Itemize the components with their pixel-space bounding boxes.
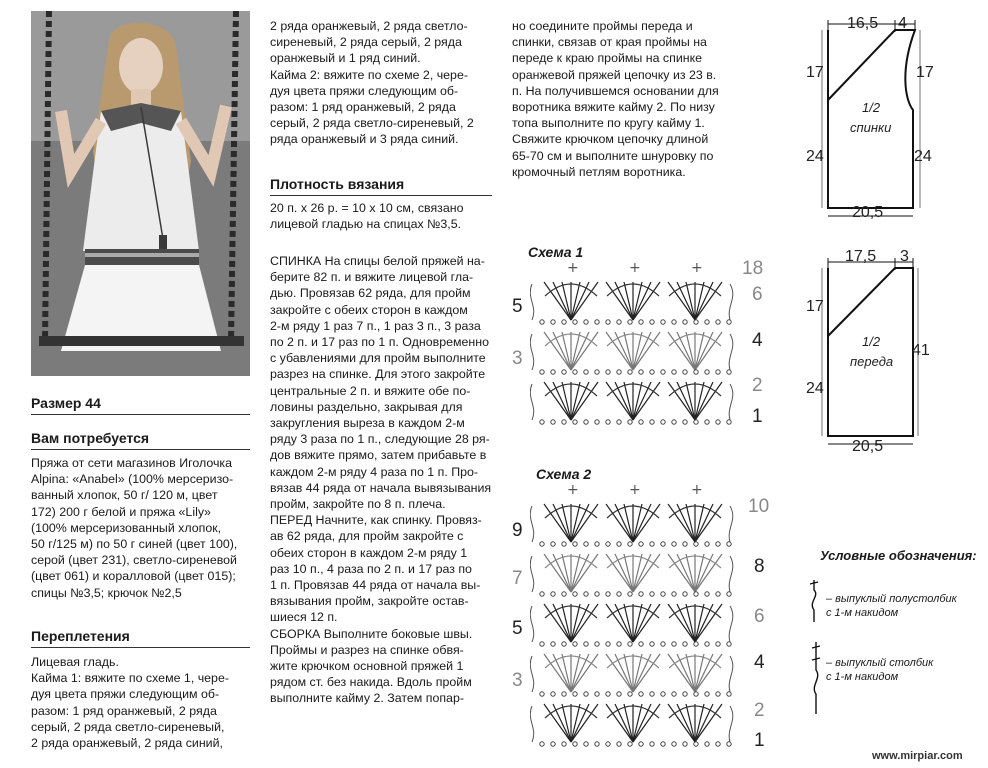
chain-stitch-mark xyxy=(694,370,698,374)
plus-mark: + xyxy=(691,484,703,498)
back-line: СБОРКА Выполните боковые швы. xyxy=(270,626,473,641)
chain-stitch-mark xyxy=(661,542,665,546)
chain-stitch-mark xyxy=(562,592,566,596)
chain-stitch-mark xyxy=(672,420,676,424)
chain-stitch-mark xyxy=(540,542,544,546)
chain-stitch-mark xyxy=(628,370,632,374)
divider xyxy=(31,647,250,648)
schema1-chart xyxy=(530,262,740,437)
middle-line: серый, 2 ряда светло-сиреневый, 2 xyxy=(270,116,474,131)
back-line: 1 п. Провязав 44 ряда от начала вы- xyxy=(270,578,481,593)
chain-stitch-mark xyxy=(661,370,665,374)
chain-stitch-mark xyxy=(628,542,632,546)
chain-stitch-mark xyxy=(727,320,731,324)
chain-stitch-mark xyxy=(573,642,577,646)
front-label: переда xyxy=(850,354,894,369)
chain-stitch-mark xyxy=(661,742,665,746)
chain-stitch-mark xyxy=(562,692,566,696)
chain-stitch-mark xyxy=(694,420,698,424)
legend-line: – выпуклый полустолбик xyxy=(826,593,957,605)
back-line: ряду 3 раза по 1 п., следующие 28 ря- xyxy=(270,432,490,447)
chain-stitch-mark xyxy=(694,592,698,596)
chain-stitch-mark xyxy=(573,320,577,324)
legend-line: с 1-м накидом xyxy=(826,671,899,683)
back-bottom: 20,5 xyxy=(852,204,884,221)
chain-stitch-mark xyxy=(716,370,720,374)
density-text xyxy=(270,200,492,232)
back-label: спинки xyxy=(850,120,892,135)
chain-stitch-mark xyxy=(683,370,687,374)
back-line: закройте с обеих сторон в каждом xyxy=(270,302,468,317)
turning-chain-mark xyxy=(729,384,733,420)
chain-stitch-mark xyxy=(661,420,665,424)
back-line: жите крючком основной пряжей 1 xyxy=(270,659,464,674)
chain-stitch-mark xyxy=(639,592,643,596)
chain-stitch-mark xyxy=(705,542,709,546)
chain-stitch-mark xyxy=(584,642,588,646)
materials-line: (цвет 061) и коралловой (цвет 015); xyxy=(31,569,236,584)
chain-stitch-mark xyxy=(683,642,687,646)
chain-stitch-mark xyxy=(540,742,544,746)
chain-stitch-mark xyxy=(584,542,588,546)
chain-stitch-mark xyxy=(694,542,698,546)
chain-stitch-mark xyxy=(595,420,599,424)
back-right-lower: 24 xyxy=(914,148,932,165)
chain-stitch-mark xyxy=(639,742,643,746)
chain-stitch-mark xyxy=(683,542,687,546)
chain-stitch-mark xyxy=(716,420,720,424)
front-top-shoulder: 3 xyxy=(900,248,909,265)
weaves-line: серый, 2 ряда светло-сиреневый, xyxy=(31,719,225,734)
chain-stitch-mark xyxy=(551,420,555,424)
model-illustration xyxy=(31,11,250,376)
legend-line: – выпуклый столбик xyxy=(826,657,934,669)
chain-stitch-mark xyxy=(617,692,621,696)
schema2-row-label: 6 xyxy=(754,606,765,627)
chain-stitch-mark xyxy=(727,642,731,646)
chain-stitch-mark xyxy=(584,420,588,424)
chain-stitch-mark xyxy=(617,742,621,746)
chain-stitch-mark xyxy=(672,642,676,646)
back-line: вязывания пройм, закройте остав- xyxy=(270,594,469,609)
right-line: оранжевой пряжей цепочку из 23 в. xyxy=(512,67,717,82)
chain-stitch-mark xyxy=(716,320,720,324)
chain-stitch-mark xyxy=(628,742,632,746)
right-text xyxy=(512,18,734,180)
right-line: но соедините проймы переда и xyxy=(512,19,693,33)
front-left-upper: 17 xyxy=(806,298,824,315)
chain-stitch-mark xyxy=(705,592,709,596)
back-line: закругления выреза в каждом 2-м xyxy=(270,416,465,431)
chain-stitch-mark xyxy=(705,370,709,374)
schema1-row-label: 3 xyxy=(512,348,523,369)
chain-stitch-mark xyxy=(628,320,632,324)
back-left-lower: 24 xyxy=(806,148,824,165)
chain-stitch-mark xyxy=(584,370,588,374)
materials-text xyxy=(31,455,250,601)
schema2-row-label: 8 xyxy=(754,556,765,577)
back-line: 2-м ряду 1 раз 7 п., 1 раз 3 п., 3 раза xyxy=(270,318,481,333)
turning-chain-mark xyxy=(530,706,533,742)
chain-stitch-mark xyxy=(573,542,577,546)
schema1-row-label: 18 xyxy=(742,258,764,279)
weaves-line: Кайма 1: вяжите по схеме 1, чере- xyxy=(31,671,229,686)
back-right-upper: 17 xyxy=(916,64,934,81)
chain-stitch-mark xyxy=(628,642,632,646)
divider xyxy=(270,195,492,196)
chain-stitch-mark xyxy=(727,370,731,374)
chain-stitch-mark xyxy=(628,420,632,424)
weaves-line: Лицевая гладь. xyxy=(31,655,119,669)
materials-line: Пряжа от сети магазинов Иголочка xyxy=(31,456,233,470)
turning-chain-mark xyxy=(729,284,733,320)
back-top-shoulder: 4 xyxy=(898,15,907,32)
schema2-row-label: 9 xyxy=(512,520,523,541)
right-line: 65-70 см и выполните шнуровку по xyxy=(512,148,714,163)
turning-chain-mark xyxy=(530,334,533,370)
middle-line: Кайма 2: вяжите по схеме 2, чере- xyxy=(270,67,468,82)
front-left-lower: 24 xyxy=(806,380,824,397)
chain-stitch-mark xyxy=(595,542,599,546)
turning-chain-mark xyxy=(530,606,533,642)
chain-stitch-mark xyxy=(617,320,621,324)
turning-chain-mark xyxy=(530,506,533,542)
middle-line: оранжевый и 1 ряд синий. xyxy=(270,51,421,66)
back-line: пройм, закройте по 8 п. плеча. xyxy=(270,497,446,512)
right-line: переде к краю проймы на спинке xyxy=(512,51,703,66)
pattern-front-diagram xyxy=(800,248,930,458)
chain-stitch-mark xyxy=(727,742,731,746)
chain-stitch-mark xyxy=(650,692,654,696)
chain-stitch-mark xyxy=(562,370,566,374)
chain-stitch-mark xyxy=(562,642,566,646)
turning-chain-mark xyxy=(530,284,533,320)
back-left-upper: 17 xyxy=(806,64,824,81)
middle-line: разом: 1 ряд оранжевый, 2 ряда xyxy=(270,100,456,115)
materials-line: 50 г/125 м) по 50 г синей (цвет 100), xyxy=(31,537,238,552)
chain-stitch-mark xyxy=(716,542,720,546)
legend-line: с 1-м накидом xyxy=(826,607,899,619)
chain-stitch-mark xyxy=(551,692,555,696)
back-line: дью. Провязав 62 ряда, для пройм xyxy=(270,286,471,301)
schema1-row-label: 6 xyxy=(752,284,763,305)
turning-chain-mark xyxy=(729,656,733,692)
chain-stitch-mark xyxy=(606,420,610,424)
turning-chain-mark xyxy=(530,556,533,592)
back-line: разрез на спинке. Для этого закройте xyxy=(270,367,486,382)
materials-line: ванный хлопок, 50 г/ 120 м, цвет xyxy=(31,488,218,503)
schema1-row-label: 2 xyxy=(752,375,763,396)
chain-stitch-mark xyxy=(650,370,654,374)
plus-mark: + xyxy=(567,262,579,276)
chain-stitch-mark xyxy=(584,692,588,696)
back-line: ПЕРЕД Начните, как спинку. Провяз- xyxy=(270,513,482,528)
chain-stitch-mark xyxy=(683,592,687,596)
chain-stitch-mark xyxy=(573,370,577,374)
chain-stitch-mark xyxy=(661,592,665,596)
chain-stitch-mark xyxy=(595,742,599,746)
legend-item-treble xyxy=(826,656,933,684)
chain-stitch-mark xyxy=(595,692,599,696)
right-line: воротника вяжите кайму 2. По низу xyxy=(512,100,715,115)
chain-stitch-mark xyxy=(672,742,676,746)
chain-stitch-mark xyxy=(584,592,588,596)
chain-stitch-mark xyxy=(727,592,731,596)
back-front-assembly-text xyxy=(270,253,492,707)
chain-stitch-mark xyxy=(540,692,544,696)
materials-line: спицы №3,5; крючок №2,5 xyxy=(31,585,182,600)
right-line: спинки, связав от края проймы на xyxy=(512,35,707,50)
chain-stitch-mark xyxy=(727,420,731,424)
back-line: центральные 2 п. и вяжите обе по- xyxy=(270,383,471,398)
chain-stitch-mark xyxy=(683,742,687,746)
chain-stitch-mark xyxy=(606,692,610,696)
chain-stitch-mark xyxy=(683,420,687,424)
plus-mark: + xyxy=(629,262,641,276)
chain-stitch-mark xyxy=(716,692,720,696)
chain-stitch-mark xyxy=(562,420,566,424)
right-line: кромочный петлям воротника. xyxy=(512,164,686,179)
model-photo xyxy=(31,11,250,376)
chain-stitch-mark xyxy=(694,320,698,324)
chain-stitch-mark xyxy=(551,592,555,596)
materials-line: 172) 200 г белой и пряжа «Lily» xyxy=(31,504,211,519)
chain-stitch-mark xyxy=(540,642,544,646)
chain-stitch-mark xyxy=(595,592,599,596)
chain-stitch-mark xyxy=(617,592,621,596)
half-treble-icon xyxy=(804,576,824,626)
back-line: с убавлениями для пройм выполните xyxy=(270,351,486,366)
right-line: топа выполните по кругу кайму 1. xyxy=(512,116,705,131)
chain-stitch-mark xyxy=(595,370,599,374)
front-right: 41 xyxy=(912,342,930,359)
density-title: Плотность вязания xyxy=(270,176,405,192)
chain-stitch-mark xyxy=(551,742,555,746)
chain-stitch-mark xyxy=(551,642,555,646)
weaves-line: 2 ряда оранжевый, 2 ряда синий, xyxy=(31,736,223,751)
chain-stitch-mark xyxy=(617,370,621,374)
middle-line: сиреневый, 2 ряда серый, 2 ряда xyxy=(270,35,462,50)
back-line: выполните кайму 2. Затем попар- xyxy=(270,691,464,706)
chain-stitch-mark xyxy=(705,320,709,324)
chain-stitch-mark xyxy=(551,370,555,374)
chain-stitch-mark xyxy=(617,642,621,646)
chain-stitch-mark xyxy=(628,692,632,696)
chain-stitch-mark xyxy=(650,542,654,546)
chain-stitch-mark xyxy=(573,592,577,596)
front-bottom: 20,5 xyxy=(852,438,884,455)
schema1-row-label: 4 xyxy=(752,330,763,351)
chain-stitch-mark xyxy=(573,420,577,424)
chain-stitch-mark xyxy=(661,642,665,646)
chain-stitch-mark xyxy=(584,742,588,746)
plus-mark: + xyxy=(691,262,703,276)
plus-mark: + xyxy=(567,484,579,498)
chain-stitch-mark xyxy=(716,592,720,596)
schema2-title: Схема 2 xyxy=(536,466,592,482)
back-line: рядом ст. без накида. Вдоль пройм xyxy=(270,675,472,690)
chain-stitch-mark xyxy=(683,692,687,696)
back-line: обеих сторон в каждом 2-м ряду 1 xyxy=(270,545,468,560)
back-label-fraction: 1/2 xyxy=(862,100,881,115)
chain-stitch-mark xyxy=(639,370,643,374)
middle-text-top xyxy=(270,18,492,148)
chain-stitch-mark xyxy=(705,742,709,746)
chain-stitch-mark xyxy=(606,592,610,596)
schema2-row-label: 4 xyxy=(754,652,765,673)
schema2-row-label: 10 xyxy=(748,496,770,517)
chain-stitch-mark xyxy=(694,692,698,696)
chain-stitch-mark xyxy=(694,642,698,646)
chain-stitch-mark xyxy=(606,642,610,646)
chain-stitch-mark xyxy=(650,642,654,646)
weaves-line: разом: 1 ряд оранжевый, 2 ряда xyxy=(31,703,217,718)
chain-stitch-mark xyxy=(540,420,544,424)
schema2-chart xyxy=(530,484,740,759)
chain-stitch-mark xyxy=(650,320,654,324)
back-line: ловины раздельно, закрывая для xyxy=(270,399,463,414)
chain-stitch-mark xyxy=(661,320,665,324)
divider xyxy=(31,414,250,415)
chain-stitch-mark xyxy=(672,370,676,374)
materials-title: Вам потребуется xyxy=(31,430,150,446)
chain-stitch-mark xyxy=(562,542,566,546)
size-title: Размер 44 xyxy=(31,395,101,411)
schema1-title: Схема 1 xyxy=(528,244,584,260)
chain-stitch-mark xyxy=(562,320,566,324)
turning-chain-mark xyxy=(729,506,733,542)
chain-stitch-mark xyxy=(650,592,654,596)
front-top-width: 17,5 xyxy=(845,248,877,265)
chain-stitch-mark xyxy=(705,420,709,424)
chain-stitch-mark xyxy=(639,542,643,546)
schema2-row-label: 3 xyxy=(512,670,523,691)
back-line: Проймы и разрез на спинке обвя- xyxy=(270,642,464,657)
schema2-row-label: 2 xyxy=(754,700,765,721)
chain-stitch-mark xyxy=(672,692,676,696)
schema2-row-label: 7 xyxy=(512,568,523,589)
chain-stitch-mark xyxy=(540,592,544,596)
chain-stitch-mark xyxy=(562,742,566,746)
back-line: раз 10 п., 4 раза по 2 п. и 17 раз по xyxy=(270,561,472,576)
chain-stitch-mark xyxy=(639,642,643,646)
chain-stitch-mark xyxy=(716,742,720,746)
weaves-line: дуя цвета пряжи следующим об- xyxy=(31,687,220,702)
legend-item-half-treble xyxy=(826,592,957,620)
chain-stitch-mark xyxy=(694,742,698,746)
chain-stitch-mark xyxy=(639,420,643,424)
turning-chain-mark xyxy=(729,706,733,742)
schema2-row-label: 5 xyxy=(512,618,523,639)
back-line: шиеся 12 п. xyxy=(270,610,338,625)
chain-stitch-mark xyxy=(639,692,643,696)
back-line: СПИНКА На спицы белой пряжей на- xyxy=(270,254,485,268)
turning-chain-mark xyxy=(729,606,733,642)
chain-stitch-mark xyxy=(617,420,621,424)
chain-stitch-mark xyxy=(573,692,577,696)
chain-stitch-mark xyxy=(540,320,544,324)
turning-chain-mark xyxy=(729,334,733,370)
materials-line: серой (цвет 231), светло-сиреневой xyxy=(31,553,237,568)
chain-stitch-mark xyxy=(584,320,588,324)
chain-stitch-mark xyxy=(672,320,676,324)
weaves-text xyxy=(31,654,250,751)
chain-stitch-mark xyxy=(705,692,709,696)
turning-chain-mark xyxy=(530,656,533,692)
right-line: Свяжите крючком цепочку длиной xyxy=(512,132,709,147)
chain-stitch-mark xyxy=(705,642,709,646)
chain-stitch-mark xyxy=(617,542,621,546)
chain-stitch-mark xyxy=(672,542,676,546)
back-top-width: 16,5 xyxy=(847,15,879,32)
watermark: www.mirpiar.com xyxy=(872,750,963,762)
chain-stitch-mark xyxy=(551,320,555,324)
chain-stitch-mark xyxy=(650,420,654,424)
back-line: дов вяжите прямо, затем прибавьте в xyxy=(270,448,487,463)
chain-stitch-mark xyxy=(606,742,610,746)
right-line: п. На получившемся основании для xyxy=(512,83,719,98)
back-line: ав 62 ряда, для пройм закройте с xyxy=(270,529,464,544)
chain-stitch-mark xyxy=(661,692,665,696)
turning-chain-mark xyxy=(530,384,533,420)
weaves-title: Переплетения xyxy=(31,628,130,644)
chain-stitch-mark xyxy=(727,692,731,696)
chain-stitch-mark xyxy=(595,642,599,646)
plus-mark: + xyxy=(629,484,641,498)
schema2-row-label: 1 xyxy=(754,730,765,751)
chain-stitch-mark xyxy=(650,742,654,746)
chain-stitch-mark xyxy=(606,320,610,324)
chain-stitch-mark xyxy=(639,320,643,324)
materials-line: Alpina: «Anabel» (100% мерсеризо- xyxy=(31,472,234,487)
chain-stitch-mark xyxy=(606,542,610,546)
middle-line: дуя цвета пряжи следующим об- xyxy=(270,83,459,98)
density-line: лицевой гладью на спицах №3,5. xyxy=(270,217,462,232)
divider xyxy=(31,449,250,450)
chain-stitch-mark xyxy=(551,542,555,546)
pattern-back-diagram xyxy=(800,10,930,220)
back-line: по 2 п. и 17 раз по 1 п. Одновременно xyxy=(270,335,489,350)
legend-title: Условные обозначения: xyxy=(820,548,977,563)
chain-stitch-mark xyxy=(628,592,632,596)
back-line: берите 82 п. и вяжите лицевой гла- xyxy=(270,270,474,285)
chain-stitch-mark xyxy=(727,542,731,546)
chain-stitch-mark xyxy=(606,370,610,374)
front-label-fraction: 1/2 xyxy=(862,334,881,349)
schema1-row-label: 1 xyxy=(752,406,763,427)
schema1-row-label: 5 xyxy=(512,296,523,317)
middle-line: 2 ряда оранжевый, 2 ряда светло- xyxy=(270,19,468,33)
chain-stitch-mark xyxy=(595,320,599,324)
turning-chain-mark xyxy=(729,556,733,592)
chain-stitch-mark xyxy=(716,642,720,646)
chain-stitch-mark xyxy=(540,370,544,374)
chain-stitch-mark xyxy=(683,320,687,324)
middle-line: ряда оранжевый и 3 ряда синий. xyxy=(270,132,459,147)
back-line: каждом 2-м ряду 4 раза по 1 п. Про- xyxy=(270,464,479,479)
density-line: 20 п. х 26 р. = 10 х 10 см, связано xyxy=(270,201,464,215)
chain-stitch-mark xyxy=(573,742,577,746)
materials-line: (100% мерсеризованный хлопок, xyxy=(31,520,222,535)
treble-icon xyxy=(806,640,826,716)
back-line: вязав 44 ряда от начала вывязывания xyxy=(270,480,492,495)
chain-stitch-mark xyxy=(672,592,676,596)
